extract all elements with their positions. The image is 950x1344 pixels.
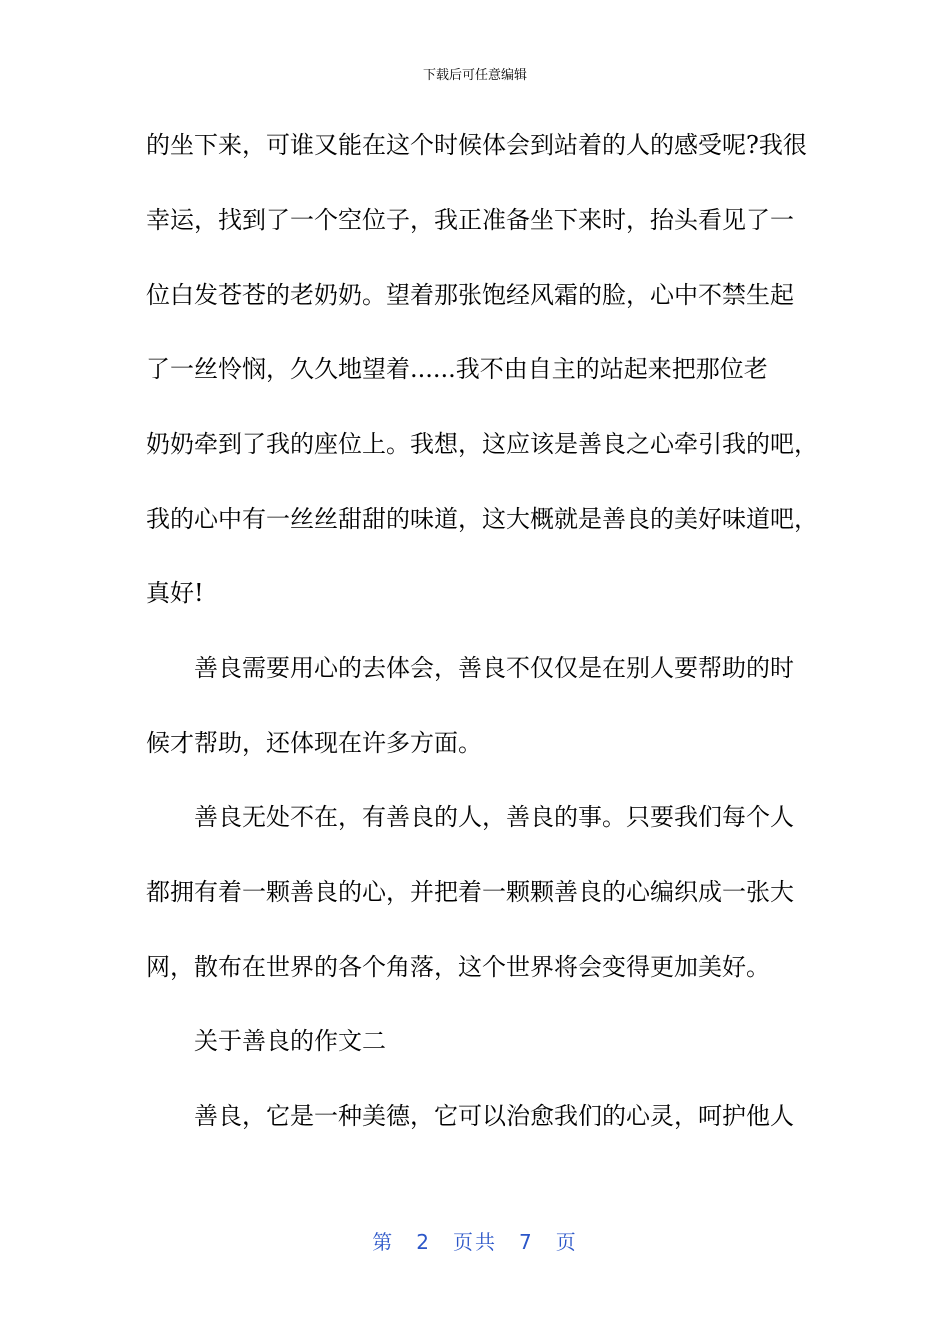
page-number-footer — [0, 1226, 950, 1255]
paragraph-first-line: 善良，它是一种美德，它可以治愈我们的心灵，呵护他人 — [194, 1102, 794, 1130]
total-pages-number: 7 — [519, 1230, 534, 1254]
text-line: 都拥有着一颗善良的心，并把着一颗颗善良的心编织成一张大 — [146, 878, 794, 906]
text-line: 候才帮助，还体现在许多方面。 — [146, 729, 482, 757]
section-heading: 关于善良的作文二 — [194, 1027, 386, 1055]
current-page-number: 2 — [416, 1230, 431, 1254]
text-line: 幸运，找到了一个空位子，我正准备坐下来时，抬头看见了一 — [146, 206, 794, 234]
text-line: 真好! — [146, 579, 204, 607]
text-line: 我的心中有一丝丝甜甜的味道，这大概就是善良的美好味道吧， — [146, 505, 818, 533]
text-line: 网，散布在世界的各个角落，这个世界将会变得更加美好。 — [146, 953, 770, 981]
text-line: 奶奶牵到了我的座位上。我想，这应该是善良之心牵引我的吧， — [146, 430, 818, 458]
paragraph-first-line: 善良需要用心的去体会，善良不仅仅是在别人要帮助的时 — [194, 654, 794, 682]
paragraph-first-line: 善良无处不在，有善良的人，善良的事。只要我们每个人 — [194, 803, 794, 831]
text-line: 位白发苍苍的老奶奶。望着那张饱经风霜的脸，心中不禁生起 — [146, 281, 794, 309]
footer-middle: 页共 — [453, 1230, 497, 1254]
page-header: 下载后可任意编辑 — [422, 68, 527, 83]
text-line: 了一丝怜悯，久久地望着......我不由自主的站起来把那位老 — [146, 355, 768, 383]
footer-suffix: 页 — [555, 1230, 578, 1254]
footer-prefix: 第 — [372, 1230, 395, 1254]
text-line: 的坐下来，可谁又能在这个时候体会到站着的人的感受呢?我很 — [146, 131, 807, 159]
